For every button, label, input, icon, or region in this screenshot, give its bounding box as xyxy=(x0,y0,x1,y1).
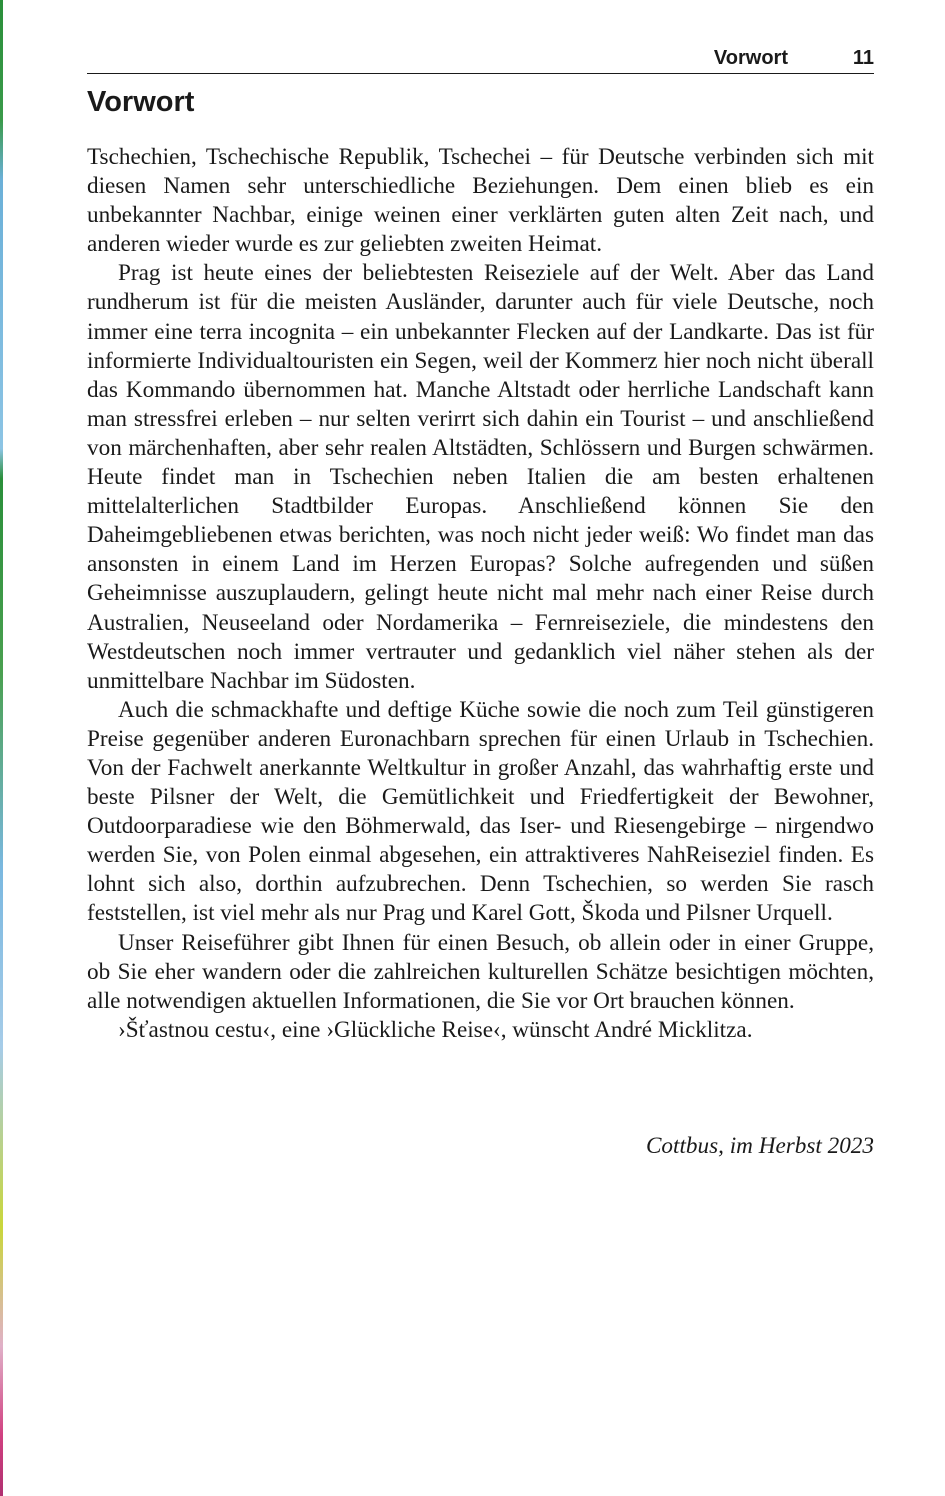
paragraph-1: Tschechien, Tschechische Republik, Tschechei – für Deutsche verbinden sich mit diesen Namen sehr unterschiedliche Beziehungen. Dem einen blieb es ein unbekannter Nachbar, einige weinen einer verklärten guten alten Zeit nach, und anderen wieder wurde es zur geliebten zweiten Heimat. xyxy=(87,144,874,258)
closing-greeting: ›Šťastnou cestu‹, eine ›Glückliche Reise‹, wünscht André Micklitza. xyxy=(118,1016,753,1043)
paragraph-3: Auch die schmackhafte und deftige Küche sowie die noch zum Teil günstigeren Preise gegenüber anderen Euronachbarn sprechen für einen Urlaub in Tschechien. Von der Fachwelt anerkannte Weltkultur in großer Anzahl, das wahrhaftig erste und beste Pilsner der Welt, die Gemütlichkeit und Friedfertigkeit der Bewohner, Outdoorparadiese wie den Böhmerwald, das Iser- und Riesengebirge – nirgendwo werden Sie, von Polen einmal abgesehen, ein attraktiveres NahReiseziel finden. Es lohnt sich also, dorthin aufzubrechen. Denn Tschechien, so werden Sie rasch feststellen, ist viel mehr als nur Prag und Karel Gott, Škoda und Pilsner Urquell. xyxy=(87,696,874,927)
page-number: 11 xyxy=(852,47,874,69)
page-edge-color-stripe xyxy=(0,0,3,1496)
chapter-title: Vorwort xyxy=(87,86,195,118)
running-header xyxy=(87,46,874,74)
paragraph-2: Prag ist heute eines der beliebtesten Reiseziele auf der Welt. Aber das Land rundherum ist für die meisten Ausländer, darunter auch für viele Deutsche, noch immer eine terra incognita – ein unbekannter Flecken auf der Landkarte. Das ist für informierte Individualtouristen ein Segen, weil der Kommerz hier noch nicht überall das Kommando übernommen hat. Manche Altstadt oder herrliche Landschaft kann man stressfrei erleben – nur selten verirrt sich dahin ein Tourist – und anschließend von märchenhaften, aber sehr realen Altstädten, Schlössern und Burgen schwärmen. Heute findet man in Tschechien neben Italien die am besten erhaltenen mittelalterlichen Stadtbilder Europas. Anschließend können Sie den Daheimgebliebenen etwas berichten, was noch nicht jeder weiß: Wo findet man das ansonsten in einem Land im Herzen Europas? Solche aufregenden und süßen Geheimnisse auszuplaudern, gelingt heute nicht mal mehr nach einer Reise durch Australien, Neuseeland oder Nordamerika – Fernreiseziele, die mindestens den Westdeutschen noch immer vertrauter und gedanklich viel näher stehen als der unmittelbare Nachbar im Südosten. xyxy=(87,260,874,694)
body-text xyxy=(87,143,874,1045)
paragraph-4: Unser Reiseführer gibt Ihnen für einen Besuch, ob allein oder in einer Gruppe, ob Sie eher wandern oder die zahlreichen kulturellen Schätze besichtigen möchten, alle notwendigen aktuellen Informationen, die Sie vor Ort brauchen können. xyxy=(87,929,874,1014)
signature-place-date: Cottbus, im Herbst 2023 xyxy=(645,1133,874,1159)
running-header-section: Vorwort xyxy=(713,47,788,69)
